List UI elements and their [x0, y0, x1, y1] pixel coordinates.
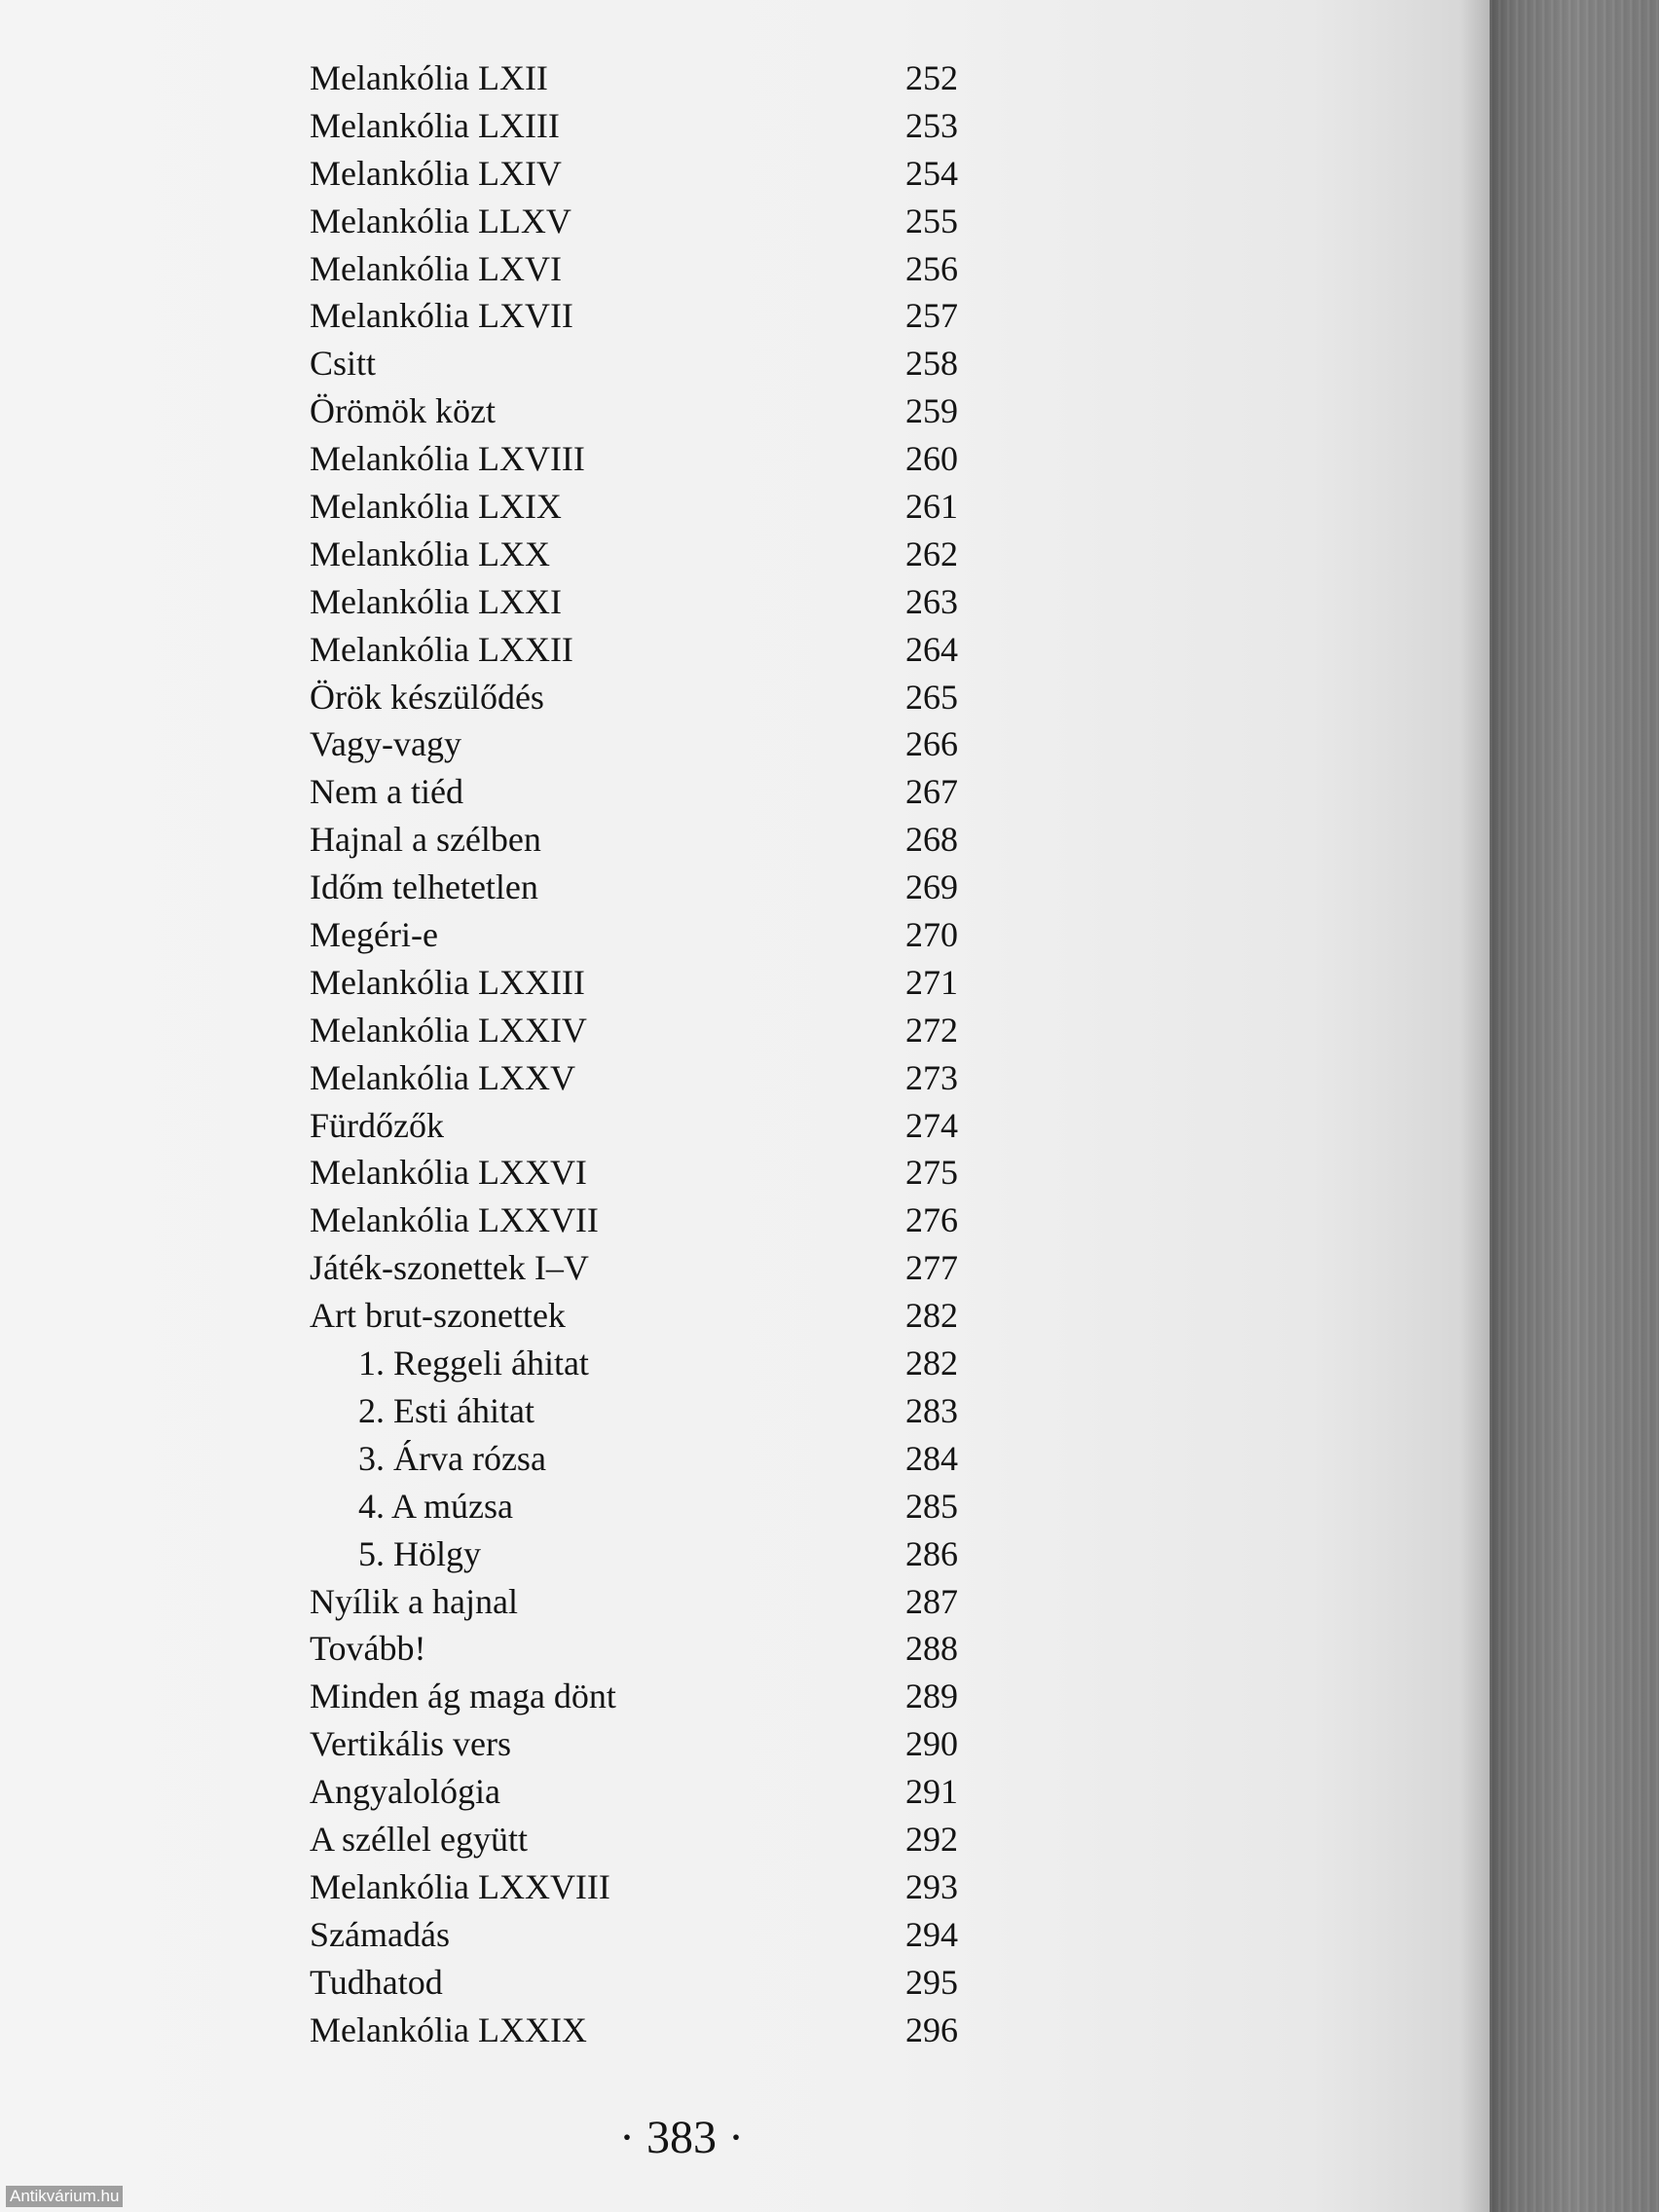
- toc-entry-page: 288: [905, 1629, 958, 1669]
- toc-entry: [310, 292, 958, 340]
- toc-entry-title: Örök készülődés: [310, 677, 544, 717]
- toc-entry-title: Angyalológia: [310, 1772, 500, 1812]
- toc-entry: [310, 1102, 958, 1150]
- toc-entry: [310, 911, 958, 959]
- toc-entry-page: 252: [905, 58, 958, 97]
- toc-entry-title: Vagy-vagy: [310, 724, 461, 764]
- toc-entry: [310, 578, 958, 626]
- toc-entry-page: 275: [905, 1153, 958, 1193]
- toc-entry-page: 260: [905, 439, 958, 479]
- toc-entry: [310, 55, 958, 102]
- toc-entry: [310, 1530, 958, 1578]
- toc-entry-page: 265: [905, 677, 958, 717]
- toc-entry-title: Csitt: [310, 344, 377, 384]
- toc-entry-page: 295: [905, 1962, 958, 2002]
- toc-entry-page: 255: [905, 201, 958, 240]
- toc-entry: [310, 1007, 958, 1054]
- watermark: Antikvárium.hu: [6, 2186, 123, 2207]
- toc-entry: [310, 1720, 958, 1768]
- toc-entry-title: A széllel együtt: [310, 1819, 528, 1859]
- toc-entry-page: 277: [905, 1248, 958, 1288]
- toc-entry: [310, 1387, 958, 1435]
- toc-entry-page: 290: [905, 1724, 958, 1764]
- toc-entry-page: 273: [905, 1057, 958, 1097]
- toc-entry: [310, 1625, 958, 1673]
- toc-entry-title: Melankólia LXIX: [310, 487, 562, 527]
- toc-entry-page: 285: [905, 1486, 958, 1526]
- toc-entry-page: 294: [905, 1914, 958, 1954]
- toc-entry-page: 268: [905, 820, 958, 860]
- toc-entry: [310, 340, 958, 387]
- toc-entry-page: 264: [905, 629, 958, 669]
- toc-entry: [310, 1292, 958, 1340]
- toc-entry: [310, 198, 958, 245]
- toc-entry-title: Melankólia LXXI: [310, 581, 562, 621]
- toc-entry-title: Melankólia LXX: [310, 534, 550, 573]
- toc-entry: [310, 1197, 958, 1244]
- toc-entry: [310, 1149, 958, 1197]
- toc-entry-title: Játék-szonettek I–V: [310, 1248, 589, 1288]
- toc-entry: [310, 150, 958, 198]
- toc-entry-title: Melankólia LXXVI: [310, 1153, 587, 1193]
- toc-entry: [310, 531, 958, 578]
- toc-entry-title: Tovább!: [310, 1629, 426, 1669]
- toc-entry-page: 267: [905, 772, 958, 812]
- toc-entry-page: 293: [905, 1866, 958, 1906]
- toc-entry-title: Tudhatod: [310, 1962, 443, 2002]
- toc-entry-page: 271: [905, 962, 958, 1002]
- toc-entry: [310, 864, 958, 911]
- toc-entry-page: 253: [905, 105, 958, 145]
- toc-entry: [310, 816, 958, 864]
- toc-entry-title: Fürdőzők: [310, 1105, 444, 1145]
- toc-entry-page: 284: [905, 1438, 958, 1478]
- toc-entry-title: Melankólia LXXVII: [310, 1200, 599, 1240]
- toc-entry-page: 289: [905, 1677, 958, 1716]
- toc-entry-title: Art brut-szonettek: [310, 1296, 566, 1336]
- toc-entry-title: 2. Esti áhitat: [358, 1390, 535, 1430]
- toc-entry-title: Számadás: [310, 1914, 450, 1954]
- toc-entry-title: Megéri-e: [310, 915, 438, 955]
- toc-entry-page: 286: [905, 1533, 958, 1573]
- toc-entry-title: Melankólia LXIV: [310, 153, 562, 193]
- toc-entry-page: 283: [905, 1390, 958, 1430]
- toc-entry-page: 276: [905, 1200, 958, 1240]
- toc-entry-title: Minden ág maga dönt: [310, 1677, 616, 1716]
- toc-entry: [310, 959, 958, 1007]
- toc-entry-title: Melankólia LXXIV: [310, 1010, 587, 1050]
- toc-entry-title: Melankólia LXVIII: [310, 439, 585, 479]
- toc-entry-title: Nem a tiéd: [310, 772, 463, 812]
- toc-entry: [310, 245, 958, 293]
- toc-entry-title: Örömök közt: [310, 391, 496, 431]
- toc-entry-page: 291: [905, 1772, 958, 1812]
- toc-entry-page: 257: [905, 296, 958, 336]
- toc-entry: [310, 1911, 958, 1959]
- toc-entry: [310, 435, 958, 483]
- toc-entry: [310, 483, 958, 531]
- toc-entry-page: 269: [905, 867, 958, 907]
- toc-entry: [310, 1578, 958, 1626]
- toc-entry-title: Időm telhetetlen: [310, 867, 538, 907]
- toc-entry: [310, 1435, 958, 1483]
- toc-entry-title: Melankólia LXXVIII: [310, 1866, 610, 1906]
- toc-entry-page: 262: [905, 534, 958, 573]
- toc-entry-title: Melankólia LXXII: [310, 629, 573, 669]
- toc-entry-title: Melankólia LXXIX: [310, 2009, 587, 2049]
- toc-entry: [310, 720, 958, 768]
- toc-entry-title: 1. Reggeli áhitat: [358, 1344, 589, 1383]
- toc-entry-page: 266: [905, 724, 958, 764]
- toc-entry-page: 270: [905, 915, 958, 955]
- toc-entry-title: Hajnal a szélben: [310, 820, 541, 860]
- toc-entry-page: 282: [905, 1344, 958, 1383]
- toc-entry: [310, 2007, 958, 2054]
- toc-entry-title: Melankólia LXXIII: [310, 962, 585, 1002]
- toc-entry: [310, 102, 958, 150]
- toc-entry-title: Melankólia LLXV: [310, 201, 571, 240]
- toc-entry-title: Nyílik a hajnal: [310, 1581, 518, 1621]
- page-number: · 383 ·: [619, 2112, 744, 2163]
- toc-entry-page: 263: [905, 581, 958, 621]
- toc-entry: [310, 674, 958, 721]
- toc-entry-page: 259: [905, 391, 958, 431]
- toc-entry-page: 254: [905, 153, 958, 193]
- toc-entry-title: 5. Hölgy: [358, 1533, 481, 1573]
- toc-entry-page: 258: [905, 344, 958, 384]
- toc-entry-title: Melankólia LXIII: [310, 105, 560, 145]
- toc-entry: [310, 1244, 958, 1292]
- toc-entry: [310, 1054, 958, 1102]
- toc-entry-page: 272: [905, 1010, 958, 1050]
- toc-entry: [310, 1340, 958, 1387]
- toc-entry: [310, 768, 958, 816]
- toc-entry: [310, 1816, 958, 1863]
- toc-entry-title: Melankólia LXII: [310, 58, 548, 97]
- toc-entry-page: 296: [905, 2009, 958, 2049]
- toc-entry-page: 256: [905, 248, 958, 288]
- book-spine-edge: [1490, 0, 1659, 2212]
- toc-entry-page: 274: [905, 1105, 958, 1145]
- toc-entry-title: Melankólia LXXV: [310, 1057, 575, 1097]
- toc-entry-page: 282: [905, 1296, 958, 1336]
- toc-entry: [310, 1863, 958, 1911]
- toc-entry-title: Melankólia LXVI: [310, 248, 562, 288]
- toc-entry-page: 287: [905, 1581, 958, 1621]
- toc-entry-title: Vertikális vers: [310, 1724, 511, 1764]
- toc-entry: [310, 1673, 958, 1720]
- table-of-contents: [310, 55, 958, 2053]
- toc-entry: [310, 1483, 958, 1530]
- toc-entry: [310, 1768, 958, 1816]
- toc-entry: [310, 387, 958, 435]
- toc-entry-title: 3. Árva rózsa: [358, 1438, 546, 1478]
- toc-entry: [310, 1959, 958, 2007]
- toc-entry-page: 261: [905, 487, 958, 527]
- toc-entry: [310, 626, 958, 674]
- toc-entry-title: Melankólia LXVII: [310, 296, 573, 336]
- toc-entry-page: 292: [905, 1819, 958, 1859]
- toc-entry-title: 4. A múzsa: [358, 1486, 513, 1526]
